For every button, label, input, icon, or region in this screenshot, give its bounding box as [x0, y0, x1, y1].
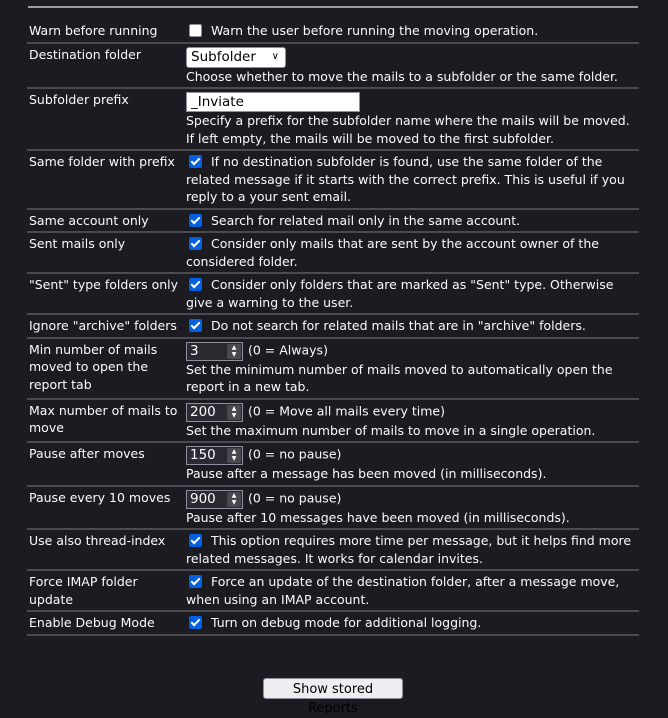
pause-ten-stepper[interactable]: [186, 490, 243, 509]
option-row-pause-ten: [27, 486, 639, 530]
option-label: "Sent" type folders only: [29, 277, 179, 292]
spinner-arrows-icon[interactable]: ▲ ▼: [227, 344, 241, 359]
ignore-archive-checkbox[interactable]: [189, 319, 202, 332]
option-label: Pause every 10 moves: [29, 489, 171, 505]
option-text: This option requires more time per message, but it helps find more related messages. It works for calendar invites.: [186, 533, 632, 566]
sent-mails-checkbox[interactable]: [189, 237, 202, 250]
spinner-arrows-icon[interactable]: ▲ ▼: [227, 405, 241, 420]
option-row-pause-moves: [27, 442, 639, 486]
force-imap-checkbox[interactable]: [189, 575, 202, 588]
max-mails-stepper[interactable]: [186, 403, 243, 422]
chevron-down-icon: ∨: [271, 50, 279, 62]
options-table: [27, 20, 639, 636]
option-note: (0 = Always): [248, 342, 328, 357]
option-label: Pause after moves: [29, 446, 145, 461]
option-label: Min number of mails moved to open the report tab: [29, 341, 158, 392]
option-text: Do not search for related mails that are in "archive" folders.: [211, 318, 586, 333]
option-text: Turn on debug mode for additional logging.: [211, 615, 482, 630]
option-row-prefix: [27, 88, 639, 150]
pause-moves-stepper[interactable]: [186, 446, 243, 465]
stepper-value: 900: [190, 490, 216, 507]
option-text: Consider only mails that are sent by the account owner of the considered folder.: [186, 236, 599, 269]
debug-mode-checkbox[interactable]: [189, 616, 202, 629]
option-label: Use also thread-index: [29, 533, 166, 548]
spinner-arrows-icon[interactable]: ▲ ▼: [227, 448, 241, 463]
stepper-value: 3: [190, 342, 199, 359]
option-label: Same folder with prefix: [29, 154, 175, 169]
option-text: Consider only folders that are marked as "Sent" type. Otherwise give a warning to the user.: [186, 277, 614, 310]
option-row-imap: [27, 570, 639, 611]
spinner-arrows-icon[interactable]: ▲ ▼: [227, 492, 241, 507]
option-text: Warn the user before running the moving operation.: [211, 23, 539, 38]
option-label: Warn before running: [29, 23, 158, 38]
option-row-max-mails: [27, 399, 639, 443]
warn-checkbox[interactable]: [189, 24, 202, 37]
stepper-value: 150: [190, 447, 216, 463]
option-label: Sent mails only: [29, 236, 126, 251]
option-label: Ignore "archive" folders: [29, 318, 177, 333]
min-mails-stepper[interactable]: [186, 342, 243, 361]
option-text: If no destination subfolder is found, use the same folder of the related message if it starts with the correct prefix. This is useful if you reply to a your sent email.: [186, 154, 625, 204]
option-row-sent-folders: [27, 273, 639, 314]
option-row-thread-index: [27, 529, 639, 570]
top-divider: [28, 6, 638, 8]
option-help: Specify a prefix for the subfolder name where the mails will be moved. If left empty, the mails will be moved to the first subfolder.: [186, 113, 630, 146]
show-stored-reports-button[interactable]: Show stored Reports: [263, 678, 403, 699]
option-note: (0 = no pause): [248, 446, 342, 462]
option-row-destination: [27, 43, 639, 89]
option-row-same-account: [27, 209, 639, 233]
option-label: Max number of mails to move: [29, 402, 178, 435]
option-text: Search for related mail only in the same account.: [211, 212, 521, 228]
option-help: Pause after a message has been moved (in milliseconds).: [186, 466, 547, 481]
option-text: Force an update of the destination folder, after a message move, when using an IMAP account.: [186, 574, 620, 607]
same-account-checkbox[interactable]: [189, 214, 202, 227]
option-help: Choose whether to move the mails to a subfolder or the same folder.: [186, 68, 618, 84]
option-label: Force IMAP folder update: [29, 574, 138, 607]
thread-index-checkbox[interactable]: [189, 534, 202, 547]
option-row-warn: [27, 20, 639, 43]
option-row-same-folder: [27, 150, 639, 209]
option-help: Set the minimum number of mails moved to automatically open the report in a new tab.: [186, 361, 613, 394]
option-help: Pause after 10 messages have been moved (in milliseconds).: [186, 509, 570, 525]
option-row-archive: [27, 314, 639, 338]
option-label: Same account only: [29, 212, 149, 228]
same-folder-checkbox[interactable]: [189, 155, 202, 168]
option-row-debug: [27, 611, 639, 635]
option-row-sent-mails: [27, 232, 639, 273]
stepper-value: 200: [190, 403, 216, 420]
sent-folders-checkbox[interactable]: [189, 278, 202, 291]
option-help: Set the maximum number of mails to move in a single operation.: [186, 422, 596, 438]
option-note: (0 = no pause): [248, 490, 342, 505]
option-label: Subfolder prefix: [29, 92, 129, 107]
destination-folder-select[interactable]: [186, 47, 286, 68]
option-label: Enable Debug Mode: [29, 615, 155, 630]
option-label: Destination folder: [29, 46, 141, 62]
select-value: Subfolder: [191, 48, 256, 65]
option-row-min-mails: [27, 338, 639, 399]
subfolder-prefix-input[interactable]: _Inviate: [186, 92, 360, 112]
option-note: (0 = Move all mails every time): [248, 403, 445, 418]
